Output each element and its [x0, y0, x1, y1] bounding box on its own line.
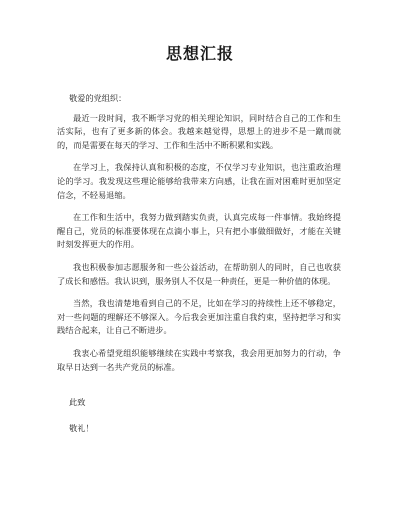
salutation: 敬爱的党组织： — [69, 93, 127, 103]
paragraph-2: 在学习上，我保持认真和积极的态度，不仅学习专业知识，也注重政治理论的学习。我发现这些理论能够给我带来方向感，让我在面对困难时更加坚定信念，不轻易退缩。 — [57, 162, 341, 200]
document-body — [57, 92, 341, 447]
closing-block — [69, 396, 341, 435]
closing-line-1: 此致 — [69, 397, 86, 408]
closing-line-2: 敬礼！ — [69, 422, 94, 433]
paragraph-4: 我也积极参加志愿服务和一些公益活动，在帮助别人的同时，自己也收获了成长和感悟。我认识到，服务别人不仅是一种责任，更是一种价值的体现。 — [57, 261, 341, 286]
paragraph-6: 我衷心希望党组织能够继续在实践中考察我，我会用更加努力的行动，争取早日达到一名共产党员的标准。 — [57, 347, 341, 372]
paragraph-3: 在工作和生活中，我努力做到踏实负责，认真完成每一件事情。我始终提醒自己，党员的标准要体现在点滴小事上，只有把小事做细做好，才能在关键时刻发挥更大的作用。 — [57, 212, 341, 250]
paragraph-5: 当然，我也清楚地看到自己的不足，比如在学习的持续性上还不够稳定，对一些问题的理解还不够深入。今后我会更加注重自我约束，坚持把学习和实践结合起来，让自己不断进步。 — [57, 298, 341, 336]
document-title: 思想汇报 — [165, 44, 234, 63]
paragraph-1: 最近一段时间，我不断学习党的相关理论知识，同时结合自己的工作和生活实际，也有了更多新的体会。我越来越觉得，思想上的进步不是一蹴而就的，而是需要在每天的学习、工作和生活中不断积累和实践。 — [57, 112, 341, 150]
